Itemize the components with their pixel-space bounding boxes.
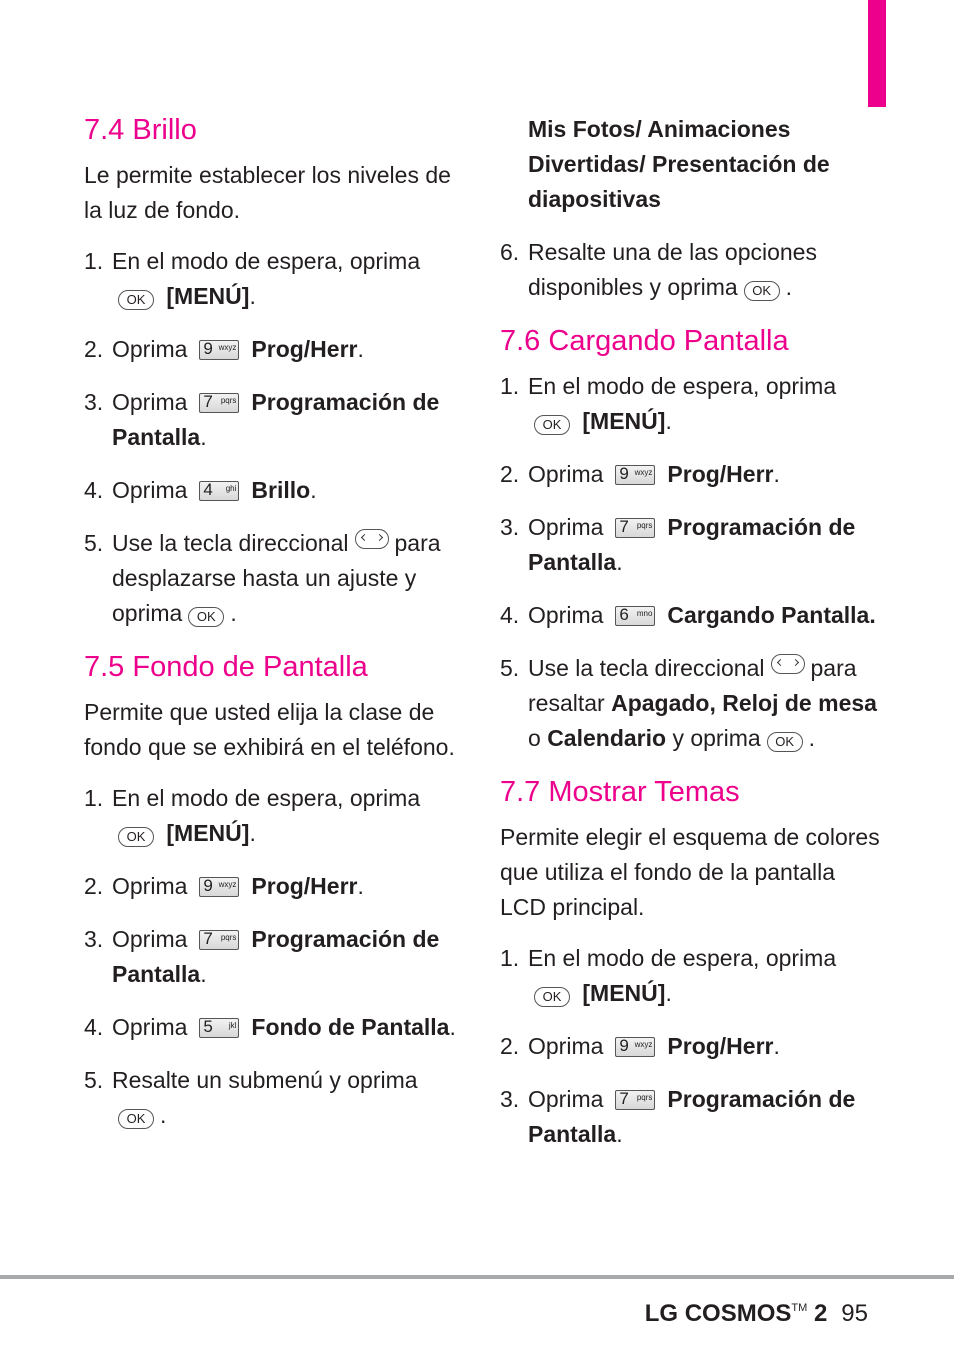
wallpaper-options: Mis Fotos/ Animaciones Divertidas/ Presentación de diapositivas	[528, 116, 830, 212]
key-9-icon: 9 wxyz	[199, 877, 239, 897]
key-7-icon: 7 pqrs	[615, 518, 655, 538]
heading-7-7: 7.7 Mostrar Temas	[500, 776, 740, 808]
key-4-icon: 4 ghi	[199, 481, 239, 501]
step-item: 1. En el modo de espera, oprima OK [MENÚ].	[500, 945, 837, 1006]
step-item: 1. En el modo de espera, oprima OK [MENÚ].	[84, 248, 421, 309]
ok-key-icon: OK	[118, 290, 154, 310]
step-item: 4. Oprima 6 mno Cargando Pantalla.	[500, 602, 876, 628]
step-item: 3. Oprima 7 pqrs Programación de Pantalla.	[500, 514, 856, 575]
ok-key-icon: OK	[534, 415, 570, 435]
steps-7-4	[84, 244, 456, 631]
ok-key-icon: OK	[767, 732, 803, 752]
page-footer	[645, 1291, 868, 1331]
key-7-icon: 7 pqrs	[615, 1090, 655, 1110]
ok-key-icon: OK	[534, 987, 570, 1007]
intro-7-4: Le permite establecer los niveles de la luz de fondo.	[84, 162, 451, 223]
footer-rule	[0, 1275, 954, 1279]
key-5-icon: 5 jkl	[199, 1018, 239, 1038]
key-9-icon: 9 wxyz	[199, 340, 239, 360]
step-item: 2. Oprima 9 wxyz Prog/Herr.	[500, 1033, 780, 1059]
steps-7-6	[500, 369, 880, 756]
step-item: 3. Oprima 7 pqrs Programación de Pantalla.	[84, 389, 440, 450]
steps-7-5	[84, 781, 456, 1133]
brand-name: LG COSMOS™ 2	[644, 1300, 828, 1327]
step-item: 6. Resalte una de las opciones disponibles y oprima OK .	[500, 239, 817, 300]
steps-7-5-continued	[500, 235, 880, 305]
page-number: 95	[841, 1300, 868, 1327]
ok-key-icon: OK	[118, 1109, 154, 1129]
intro-7-5: Permite que usted elija la clase de fondo que se exhibirá en el teléfono.	[84, 699, 455, 760]
step-item: 3. Oprima 7 pqrs Programación de Pantalla.	[500, 1086, 856, 1147]
step-item: 1. En el modo de espera, oprima OK [MENÚ].	[84, 785, 421, 846]
step-item: 5. Resalte un submenú y oprima OK .	[84, 1067, 418, 1128]
step-item: 4. Oprima 4 ghi Brillo.	[84, 477, 317, 503]
ok-key-icon: OK	[118, 827, 154, 847]
ok-key-icon: OK	[188, 607, 224, 627]
step-item: 4. Oprima 5 jkl Fondo de Pantalla.	[84, 1014, 456, 1040]
step-item: 5. Use la tecla direccional para desplazarse hasta un ajuste y oprima OK .	[84, 530, 441, 626]
steps-7-7	[500, 941, 880, 1152]
step-item: 3. Oprima 7 pqrs Programación de Pantalla.	[84, 926, 440, 987]
nav-key-icon	[771, 654, 805, 674]
section-tab-marker	[868, 0, 886, 107]
nav-key-icon	[355, 529, 389, 549]
ok-key-icon: OK	[744, 281, 780, 301]
left-column	[84, 112, 456, 1151]
right-column	[500, 112, 880, 1170]
key-9-icon: 9 wxyz	[615, 465, 655, 485]
key-7-icon: 7 pqrs	[199, 393, 239, 413]
heading-7-5: 7.5 Fondo de Pantalla	[84, 651, 368, 683]
intro-7-7: Permite elegir el esquema de colores que utiliza el fondo de la pantalla LCD principal.	[500, 824, 880, 920]
step-item: 2. Oprima 9 wxyz Prog/Herr.	[500, 461, 780, 487]
step-item: 2. Oprima 9 wxyz Prog/Herr.	[84, 336, 364, 362]
step-item: 1. En el modo de espera, oprima OK [MENÚ].	[500, 373, 837, 434]
step-item: 5. Use la tecla direccional para resaltar Apagado, Reloj de mesa o Calendario y oprima OK .	[500, 655, 877, 751]
key-6-icon: 6 mno	[615, 606, 655, 626]
key-7-icon: 7 pqrs	[199, 930, 239, 950]
heading-7-6: 7.6 Cargando Pantalla	[500, 325, 789, 357]
step-item: 2. Oprima 9 wxyz Prog/Herr.	[84, 873, 364, 899]
heading-7-4: 7.4 Brillo	[84, 114, 197, 146]
key-9-icon: 9 wxyz	[615, 1037, 655, 1057]
